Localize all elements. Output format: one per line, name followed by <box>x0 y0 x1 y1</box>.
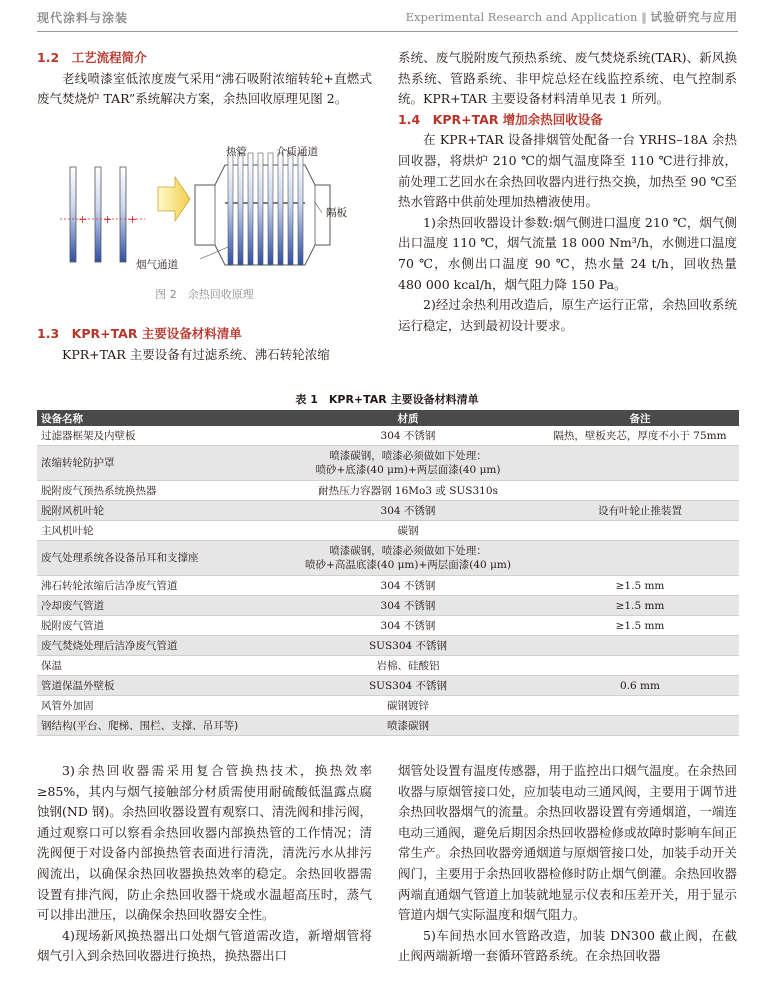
svg-text:+: + <box>128 213 138 226</box>
table-row <box>37 501 739 521</box>
cell-remark: 设有叶轮止推装置 <box>541 501 739 521</box>
cell-material: 喷漆碳钢 <box>275 716 541 736</box>
cell-equipment: 钢结构(平台、爬梯、围栏、支撑、吊耳等) <box>37 716 275 736</box>
cell-equipment: 风管外加固 <box>37 696 275 716</box>
cell-material-line-1: 喷漆碳钢，喷漆必须做如下处理： <box>329 450 487 462</box>
cell-material: 304 不锈钢 <box>275 596 541 616</box>
section-1-2-title: 1.2 工艺流程简介 <box>37 50 147 65</box>
heat-recovery-diagram <box>60 147 360 277</box>
cell-equipment: 脱附废气管道 <box>37 616 275 636</box>
section-1-3-continued: 系统、废气脱附废气预热系统、废气焚烧系统(TAR)、新风换热系统、管路系统、非甲烷总烃在线监控系统、电气控制系统。KPR+TAR 主要设备材料清单见表 1 所列。 <box>398 50 737 107</box>
table-row <box>37 596 739 616</box>
column-title-cn: 试验研究与应用 <box>650 10 738 24</box>
cell-material: 304 不锈钢 <box>275 501 541 521</box>
cell-remark: 0.6 mm <box>541 676 739 696</box>
left-column-top <box>37 48 372 110</box>
table-row <box>37 656 739 676</box>
flow-arrow-icon <box>158 177 190 221</box>
cell-remark <box>541 716 739 736</box>
table-row <box>37 446 739 481</box>
materials-table <box>37 410 739 736</box>
svg-text:+: + <box>103 213 113 226</box>
section-1-3-title: 1.3 KPR+TAR 主要设备材料清单 <box>37 326 242 341</box>
label-partition: 隔板 <box>326 207 347 219</box>
table-row <box>37 541 739 576</box>
column-separator: ‖ <box>641 10 647 24</box>
table-row <box>37 521 739 541</box>
cell-equipment: 浓缩转轮防护罩 <box>37 446 275 481</box>
cell-material: 岩棉、硅酸铝 <box>275 656 541 676</box>
cell-material: 耐热压力容器钢 16Mo3 或 SUS310s <box>275 481 541 501</box>
cell-material-line-2: 喷砂+底漆(40 μm)+两层面漆(40 μm) <box>315 464 501 476</box>
section-1-4-paragraph-1: 在 KPR+TAR 设备排烟管处配备一台 YRHS–18A 余热回收器，将烘炉 210 ℃的烟气温度降至 110 ℃进行排放，前处理工艺回水在余热回收器内进行热交换，加热至 90 ℃至热水管路中供前处理加热槽液使用。 <box>398 132 737 210</box>
cell-remark <box>541 696 739 716</box>
cell-material: 碳钢 <box>275 521 541 541</box>
right-column-bottom <box>398 761 737 967</box>
cell-remark <box>541 481 739 501</box>
item-4-continued: 烟管处设置有温度传感器，用于监控出口烟气温度。在余热回收器与原烟管接口处，应加装电动三通风阀，主要用于调节进余热回收器烟气的流量。余热回收器设置有旁通烟道，一端连电动三通阀，避免后期因余热回收器检修或故障时影响车间正常生产。余热回收器旁通烟道与原烟管接口处，加装手动开关阀门，主要用于余热回收器检修时防止烟气倒灌。余热回收器两端直通烟气管道上加装就地显示仪表和压差开关，用于显示管道内烟气实际温度和烟气阻力。 <box>398 763 737 923</box>
table-row <box>37 676 739 696</box>
cell-remark: ≥1.5 mm <box>541 576 739 596</box>
cell-material: 304 不锈钢 <box>275 576 541 596</box>
cell-material-line-1: 喷漆碳钢，喷漆必须做如下处理： <box>329 545 487 557</box>
cell-equipment: 废气处理系统各设备吊耳和支撑座 <box>37 541 275 576</box>
left-column-bottom <box>37 761 372 967</box>
left-column-section-1-3 <box>37 324 372 365</box>
cell-equipment: 脱附废气预热系统换热器 <box>37 481 275 501</box>
table-row <box>37 696 739 716</box>
cell-material <box>275 541 541 576</box>
right-column-top <box>398 48 737 336</box>
cell-equipment: 主风机叶轮 <box>37 521 275 541</box>
cell-material <box>275 446 541 481</box>
journal-name: 现代涂料与涂装 <box>37 11 129 25</box>
cell-remark: 隔热，壁板夹芯，厚度不小于 75mm <box>541 426 739 446</box>
header-material: 材质 <box>275 410 541 426</box>
cell-material-line-2: 喷砂+高温底漆(40 μm)+两层面漆(40 μm) <box>305 559 511 571</box>
cell-remark <box>541 656 739 676</box>
figure-2 <box>60 147 360 277</box>
section-1-3-paragraph: KPR+TAR 主要设备有过滤系统、沸石转轮浓缩 <box>62 346 330 362</box>
table-row <box>37 636 739 656</box>
label-medium-channel: 介质通道 <box>276 146 318 158</box>
table-row <box>37 616 739 636</box>
cell-equipment: 废气焚烧处理后洁净废气管道 <box>37 636 275 656</box>
column-title-en: Experimental Research and Application <box>405 10 638 24</box>
item-4-paragraph: 4)现场新风换热器出口处烟气管道需改造，新增烟管将烟气引入到余热回收器进行换热，换热器出口 <box>37 927 372 964</box>
cell-equipment: 过滤器框架及内壁板 <box>37 426 275 446</box>
column-title <box>406 9 738 25</box>
label-flue-channel: 烟气通道 <box>136 259 178 271</box>
table-row <box>37 576 739 596</box>
table-header-row <box>37 410 739 426</box>
cell-remark <box>541 521 739 541</box>
cell-equipment: 冷却废气管道 <box>37 596 275 616</box>
table-1-title: 表 1 KPR+TAR 主要设备材料清单 <box>295 393 479 406</box>
cell-remark: ≥1.5 mm <box>541 596 739 616</box>
cell-equipment: 保温 <box>37 656 275 676</box>
header-remark: 备注 <box>541 410 739 426</box>
figure-2-caption: 图 2 余热回收原理 <box>155 288 254 301</box>
cell-equipment: 管道保温外壁板 <box>37 676 275 696</box>
cell-equipment: 沸石转轮浓缩后洁净废气管道 <box>37 576 275 596</box>
section-1-2-paragraph: 老线喷漆室低浓度废气采用“沸石吸附浓缩转轮+直燃式废气焚烧炉 TAR”系统解决方案，余热回收原理见图 2。 <box>37 70 372 107</box>
single-heat-pipes <box>60 167 145 262</box>
cell-material: 304 不锈钢 <box>275 426 541 446</box>
item-3-paragraph: 3)余热回收器需采用复合管换热技术，换热效率≥85%，其内与烟气接触部分材质需使用耐硫酸低温露点腐蚀钢(ND 钢)。余热回收器设置有观察口、清洗阀和排污阀，通过观察口可以察看余热回收器内部换热管的工作情况；清洗阀便于对设备内部换热管表面进行清洗，清洗污水从排污阀流出，以确保余热回收器换热效率的稳定。余热回收器需设置有排汽阀，防止余热回收器干烧或水温超高压时，蒸气可以排出泄压，以确保余热回收器安全性。 <box>37 763 372 923</box>
item-5-paragraph: 5)车间热水回水管路改造，加装 DN300 截止阀，在截止阀两端新增一套循环管路系统。在余热回收器 <box>398 927 737 964</box>
section-1-4-paragraph-2: 1)余热回收器设计参数:烟气侧进口温度 210 ℃，烟气侧出口温度 110 ℃，烟气流量 18 000 Nm³/h，水侧进口温度 70 ℃，水侧出口温度 90 ℃，热水量 24 t/h，回收热量 480 000 kcal/h，烟气阻力降 150 Pa。 <box>398 214 737 292</box>
cell-remark <box>541 541 739 576</box>
cell-material: 碳钢镀锌 <box>275 696 541 716</box>
label-heat-pipe: 热管 <box>226 146 247 158</box>
table-row <box>37 481 739 501</box>
svg-text:+: + <box>78 213 88 226</box>
cell-remark: ≥1.5 mm <box>541 616 739 636</box>
header-rule <box>37 31 738 32</box>
table-row <box>37 426 739 446</box>
cell-remark <box>541 446 739 481</box>
cell-equipment: 脱附风机叶轮 <box>37 501 275 521</box>
table-row <box>37 716 739 736</box>
section-1-4-paragraph-3: 2)经过余热利用改造后，原生产运行正常，余热回收系统运行稳定，达到最初设计要求。 <box>398 297 737 333</box>
cell-remark <box>541 636 739 656</box>
cell-material: 304 不锈钢 <box>275 616 541 636</box>
cell-material: SUS304 不锈钢 <box>275 636 541 656</box>
cell-material: SUS304 不锈钢 <box>275 676 541 696</box>
header-equipment: 设备名称 <box>37 410 275 426</box>
section-1-4-title: 1.4 KPR+TAR 增加余热回收设备 <box>398 111 603 127</box>
